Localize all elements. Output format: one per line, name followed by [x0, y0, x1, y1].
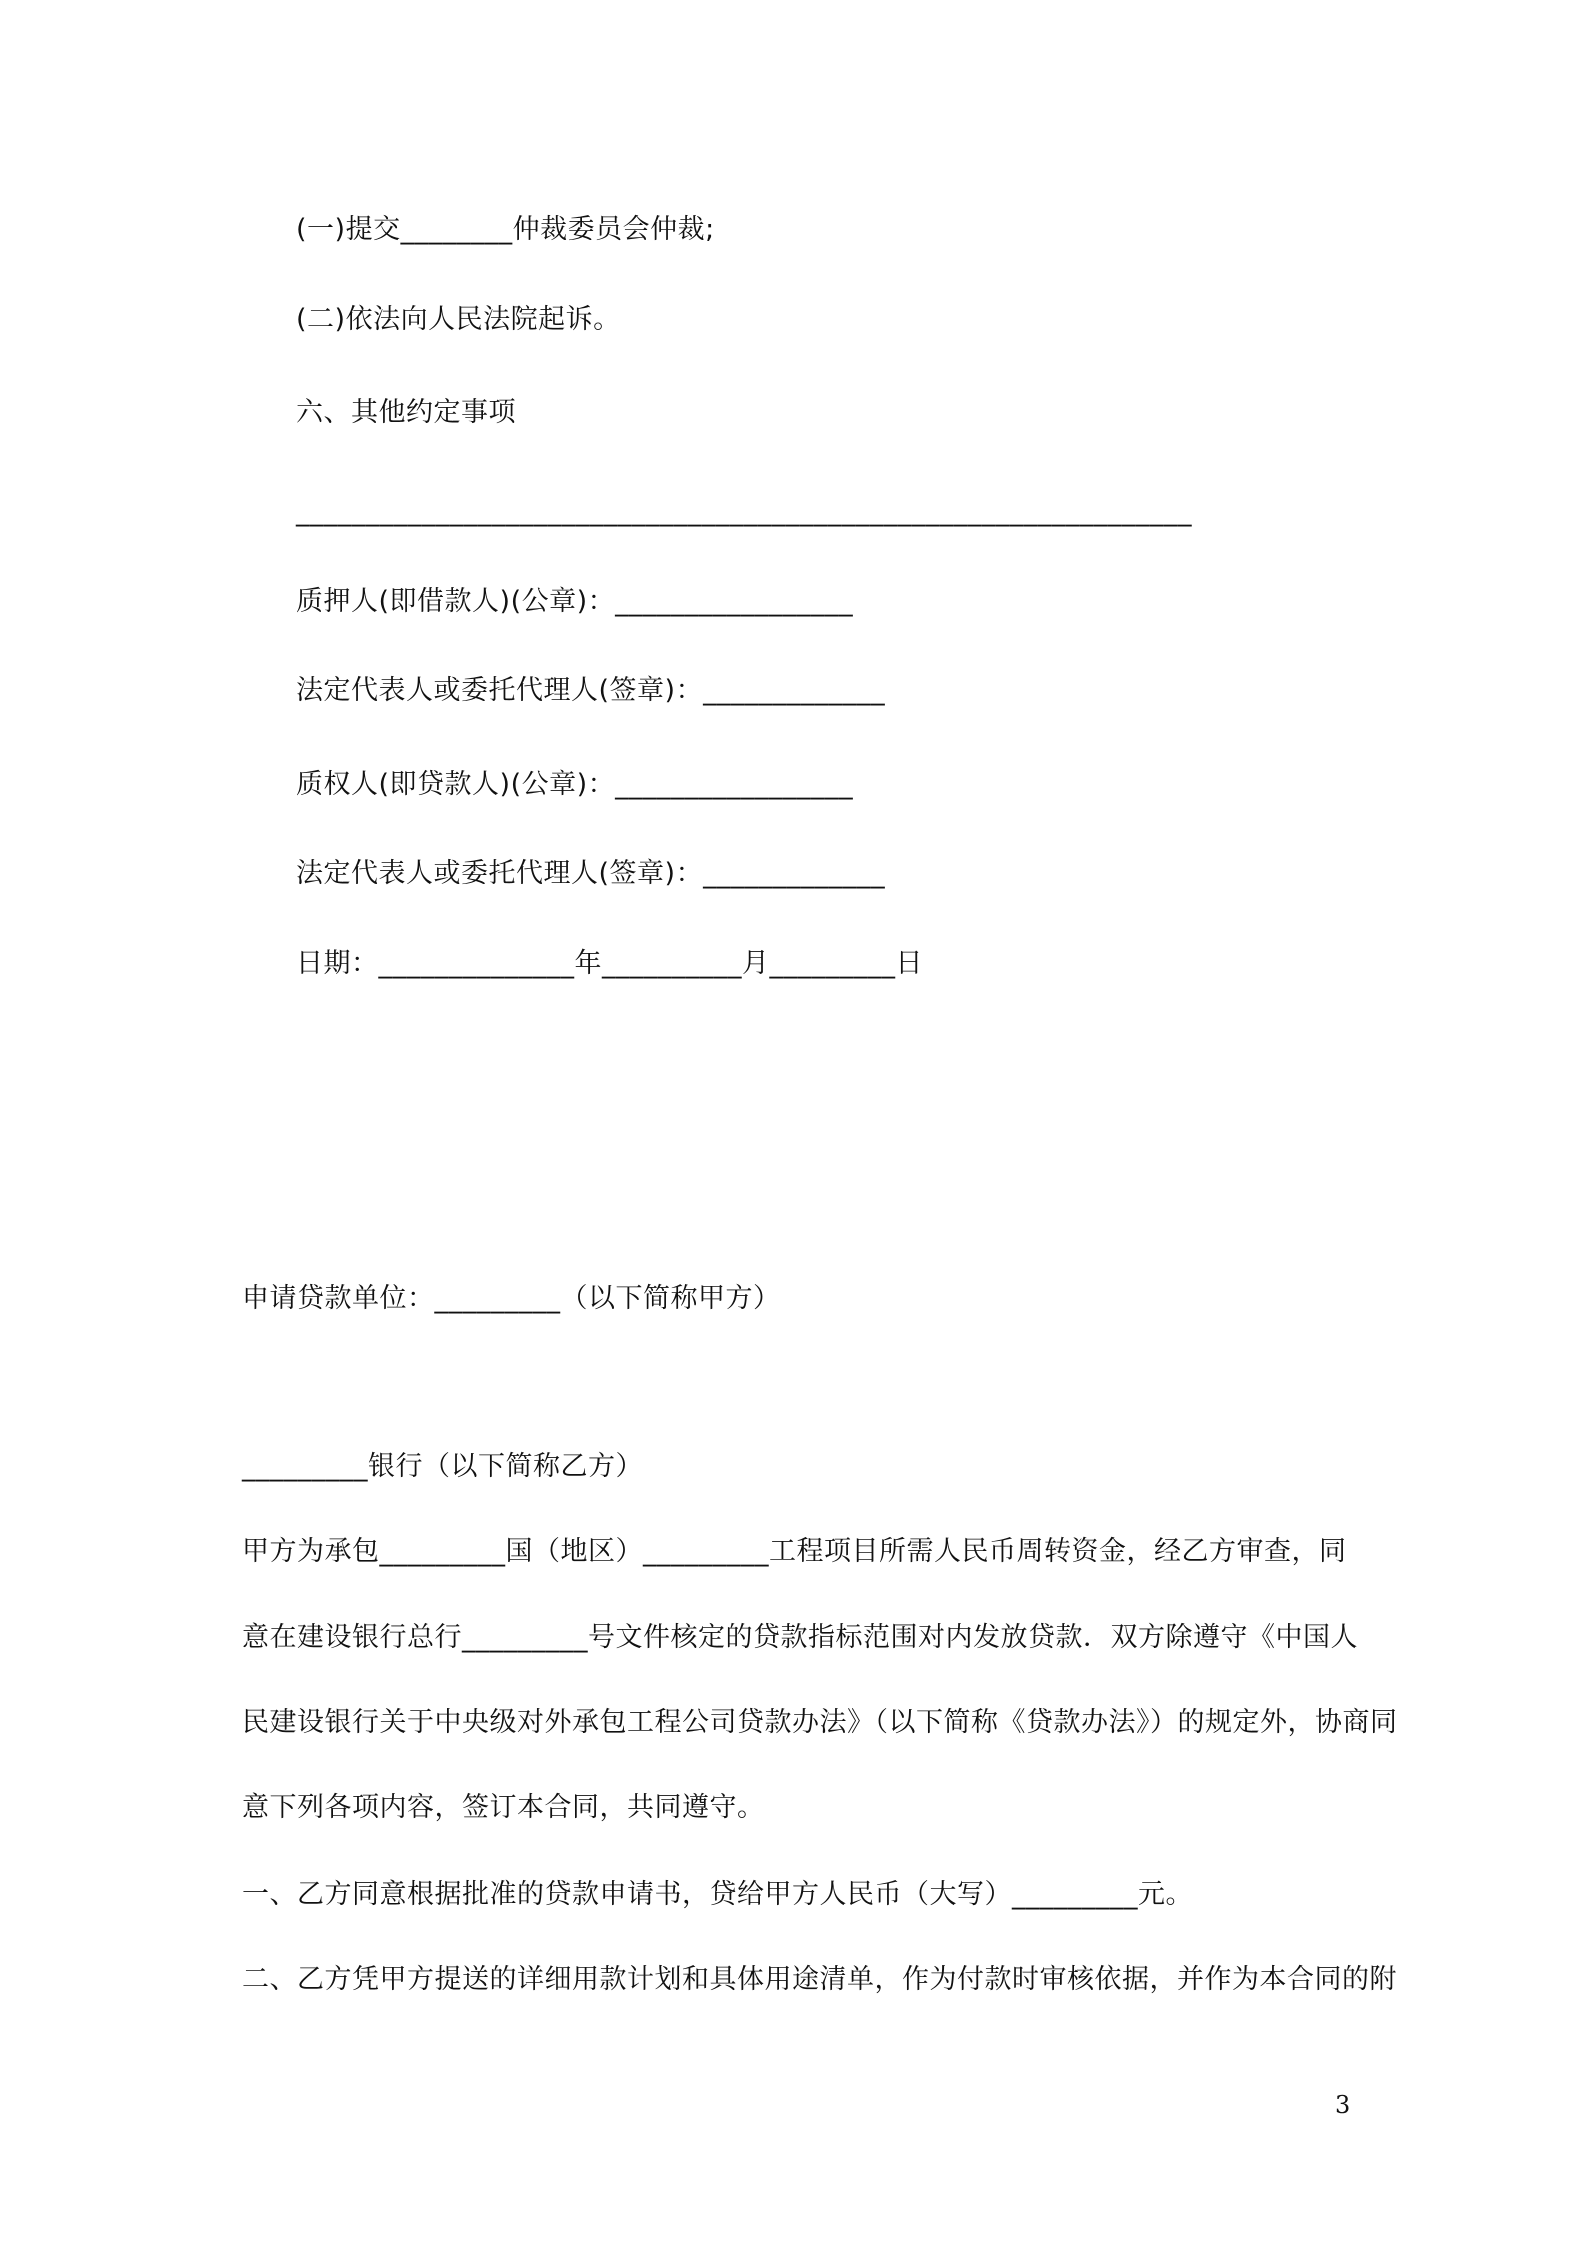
other-matters-heading: 六、其他约定事项 [296, 397, 516, 428]
bank-line: _________银行（以下简称乙方） [242, 1451, 643, 1482]
pledgor-signature-line: 质押人(即借款人)(公章)：_________________ [296, 586, 854, 617]
paragraph-line: 民建设银行关于中央级对外承包工程公司贷款办法》（以下简称《贷款办法》）的规定外，协商同 [242, 1707, 1398, 1738]
paragraph-line: 意下列各项内容，签订本合同，共同遵守。 [242, 1792, 765, 1823]
arbitration-option-1: (一)提交________仲裁委员会仲裁; [296, 214, 715, 245]
arbitration-option-2: (二)依法向人民法院起诉。 [296, 304, 621, 335]
paragraph-line: 意在建设银行总行_________号文件核定的贷款指标范围对内发放贷款．双方除遵守《中国人 [242, 1622, 1358, 1653]
date-line: 日期：______________年__________月_________日 [296, 948, 923, 979]
clause-1: 一、乙方同意根据批准的贷款申请书，贷给甲方人民币（大写）_________元。 [242, 1879, 1193, 1910]
pledgor-representative-line: 法定代表人或委托代理人(签章)：_____________ [296, 675, 886, 706]
pledgee-representative-line: 法定代表人或委托代理人(签章)：_____________ [296, 858, 886, 889]
pledgee-signature-line: 质权人(即贷款人)(公章)：_________________ [296, 769, 854, 800]
clause-2: 二、乙方凭甲方提送的详细用款计划和具体用途清单，作为付款时审核依据，并作为本合同的附 [242, 1964, 1397, 1995]
other-matters-blank-line: ________________________________________________________________ [296, 496, 1192, 527]
page-number: 3 [1335, 2091, 1351, 2119]
applicant-line: 申请贷款单位：_________（以下简称甲方） [242, 1283, 781, 1314]
paragraph-line: 甲方为承包_________国（地区）_________工程项目所需人民币周转资金，经乙方审查，同 [242, 1536, 1347, 1567]
